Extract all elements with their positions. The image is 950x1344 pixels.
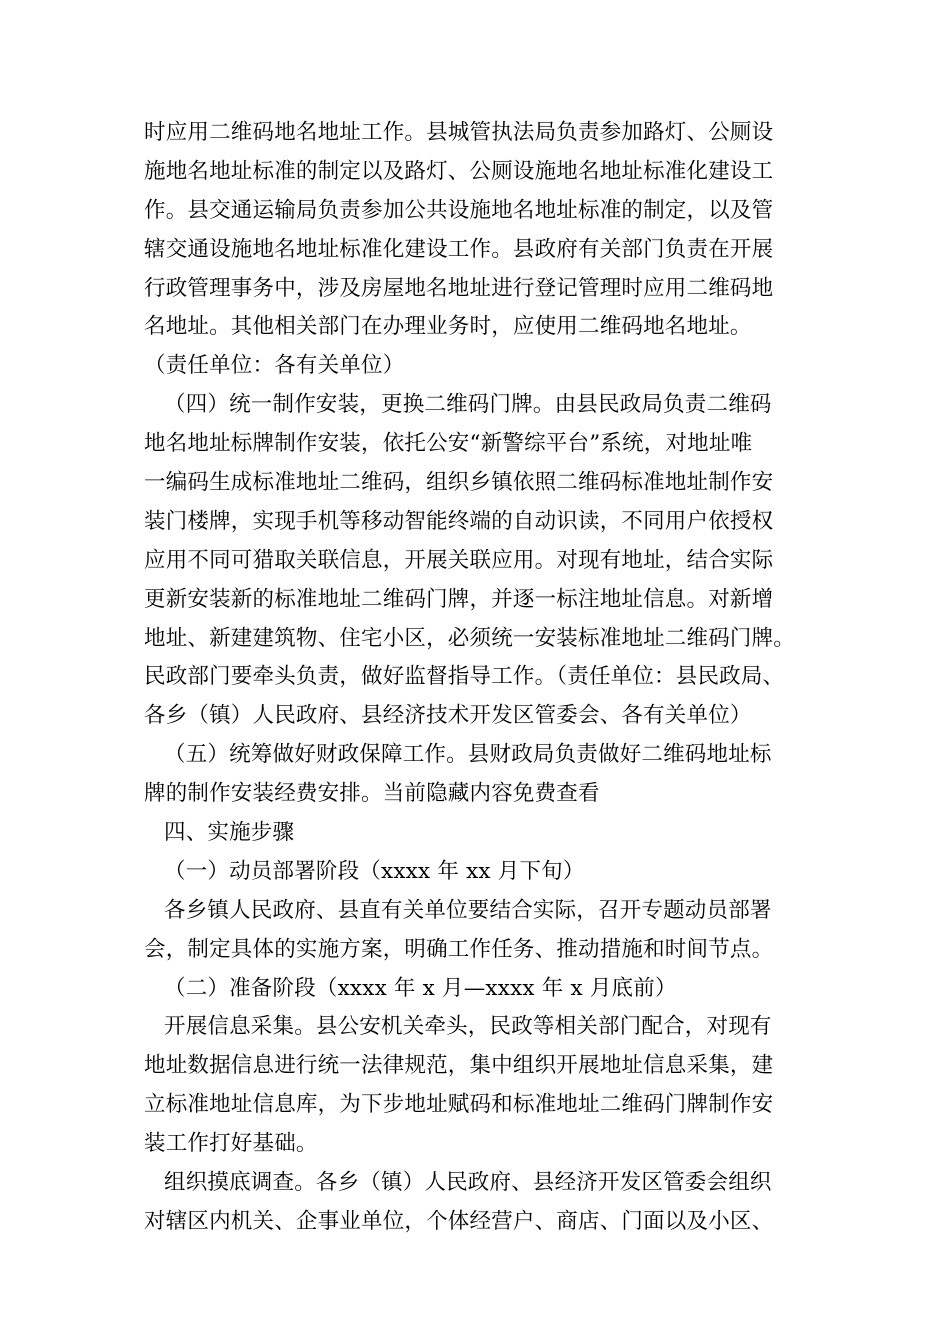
text-line: 更新安装新的标准地址二维码门牌，并逐一标注地址信息。对新增: [144, 586, 774, 612]
text-line: （一）动员部署阶段（xxxx 年 xx 月下旬）: [164, 858, 585, 884]
text-line: 应用不同可猎取关联信息，开展关联应用。对现有地址，结合实际: [144, 547, 774, 573]
text-line: 开展信息采集。县公安机关牵头，民政等相关部门配合，对现有: [164, 1014, 772, 1040]
text-line: 装门楼牌，实现手机等移动智能终端的自动识读，不同用户依授权: [144, 508, 774, 534]
text-line: （四）统一制作安装，更换二维码门牌。由县民政局负责二维码: [164, 392, 772, 418]
text-line: 装工作打好基础。: [144, 1131, 318, 1157]
text-line: 行政管理事务中，涉及房屋地名地址进行登记管理时应用二维码地: [144, 275, 774, 301]
text-line: （二）准备阶段（xxxx 年 x 月—xxxx 年 x 月底前）: [164, 975, 677, 1001]
text-line: 一编码生成标准地址二维码，组织乡镇依照二维码标准地址制作安: [144, 470, 774, 496]
text-line: 作。县交通运输局负责参加公共设施地名地址标准的制定，以及管: [144, 197, 774, 223]
text-line: 时应用二维码地名地址工作。县城管执法局负责参加路灯、公厕设: [144, 120, 774, 145]
text-line: 会，制定具体的实施方案，明确工作任务、推动措施和时间节点。: [144, 936, 774, 962]
text-line: 地名地址标牌制作安装，依托公安“新警综平台”系统，对地址唯: [144, 431, 753, 457]
text-line: （五）统筹做好财政保障工作。县财政局负责做好二维码地址标: [164, 742, 772, 768]
document-body: [144, 114, 844, 1242]
text-line: 组织摸底调查。各乡（镇）人民政府、县经济开发区管委会组织: [164, 1170, 772, 1196]
text-line: 各乡镇人民政府、县直有关单位要结合实际，召开专题动员部署: [164, 897, 772, 923]
text-line: 对辖区内机关、企事业单位，个体经营户、商店、门面以及小区、: [144, 1208, 774, 1234]
text-line: 名地址。其他相关部门在办理业务时，应使用二维码地名地址。: [144, 314, 752, 340]
text-line: 地址数据信息进行统一法律规范，集中组织开展地址信息采集，建: [144, 1053, 774, 1079]
text-line: 地址、新建建筑物、住宅小区，必须统一安装标准地址二维码门牌。: [144, 625, 796, 651]
text-line: 辖交通设施地名地址标准化建设工作。县政府有关部门负责在开展: [144, 236, 774, 262]
text-line: 牌的制作安装经费安排。当前隐藏内容免费查看: [144, 781, 600, 807]
text-line: （责任单位：各有关单位）: [144, 353, 405, 379]
text-line: 四、实施步骤: [164, 820, 295, 846]
text-line: 施地名地址标准的制定以及路灯、公厕设施地名地址标准化建设工: [144, 158, 774, 184]
text-line: 立标准地址信息库，为下步地址赋码和标准地址二维码门牌制作安: [144, 1092, 774, 1118]
text-line: 各乡（镇）人民政府、县经济技术开发区管委会、各有关单位）: [144, 703, 752, 729]
text-line: 民政部门要牵头负责，做好监督指导工作。（责任单位：县民政局、: [144, 664, 785, 690]
